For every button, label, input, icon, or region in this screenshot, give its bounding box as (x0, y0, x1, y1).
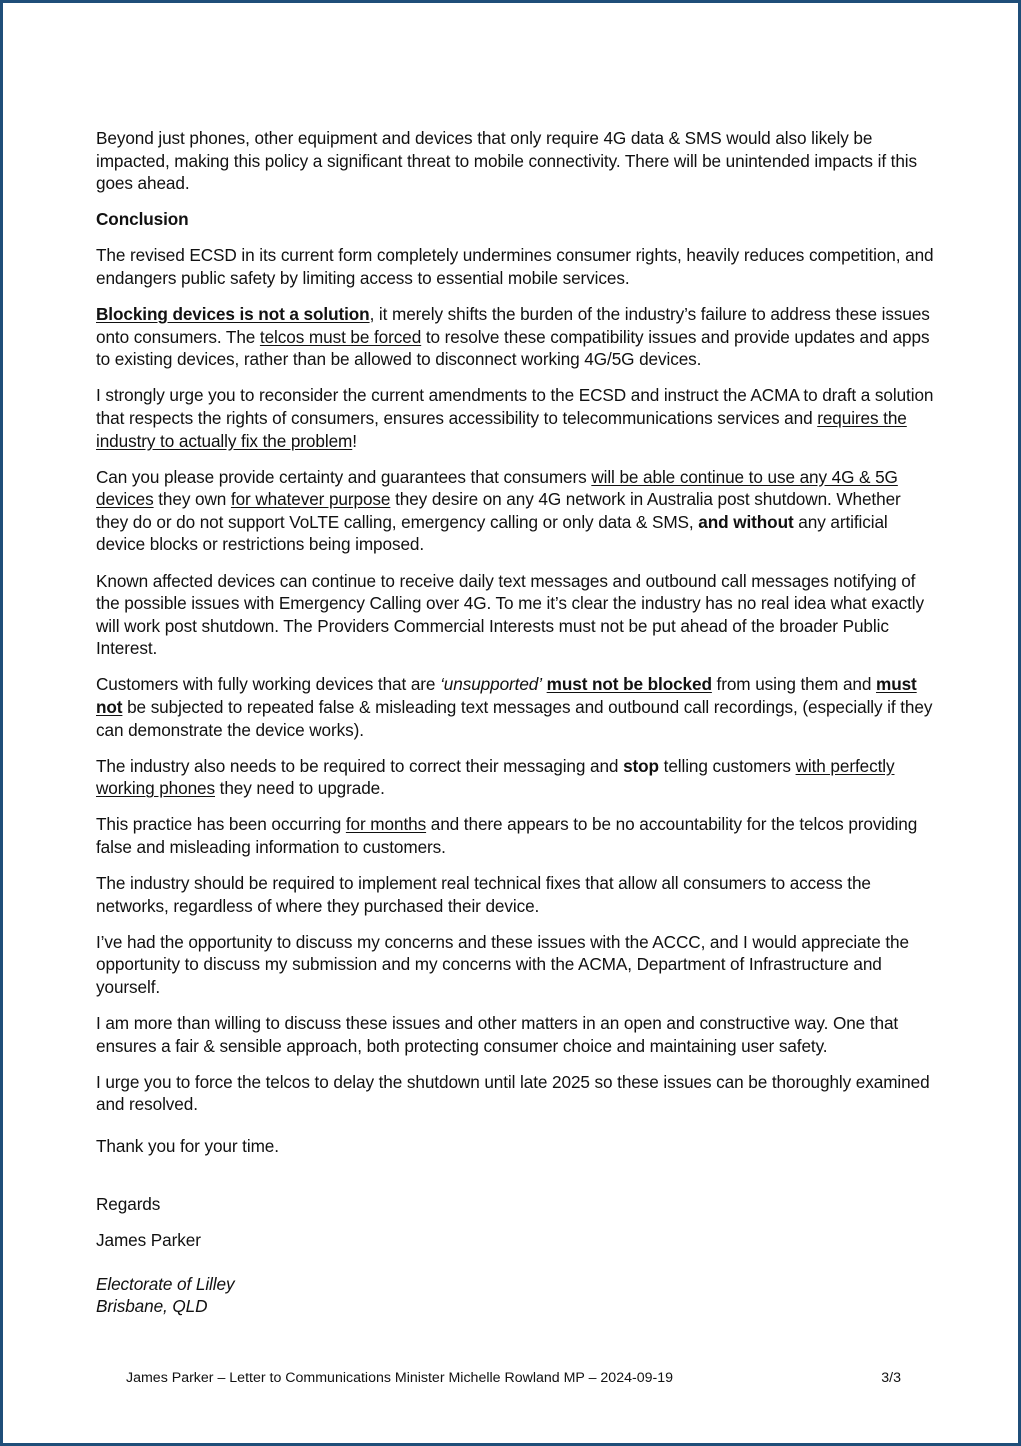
paragraph-conclusion: The revised ECSD in its current form completely undermines consumer rights, heavily reduces competition, and endangers public safety by limiting access to essential mobile services. (96, 245, 934, 288)
paragraph-blocking (96, 303, 936, 371)
emphasis-fix-problem: requires the industry to actually fix the problem (96, 407, 907, 451)
text-run: Can you please provide certainty and guarantees that consumers (96, 466, 592, 487)
text-run: Customers with fully working devices that are (96, 674, 441, 695)
paragraph-delay: I urge you to force the telcos to delay the shutdown until late 2025 so these issues can be thoroughly examined and resolved. (96, 1071, 930, 1115)
emphasis-for-months: for months (345, 814, 427, 835)
paragraph-certainty (96, 466, 936, 556)
emphasis-must-not: must not (96, 674, 917, 717)
closing: Regards (96, 1194, 161, 1215)
paragraph-unsupported (96, 673, 936, 741)
emphasis-continue-use: will be able continue to use any 4G & 5G devices (96, 466, 898, 510)
text-run: This practice has been occurring (96, 814, 346, 835)
signer-name: James Parker (96, 1230, 201, 1251)
signer-electorate: Electorate of Lilley (96, 1273, 235, 1294)
text-run: The industry also needs to be required to correct their messaging and (96, 755, 624, 776)
paragraph-technical-fixes: The industry should be required to implement real technical fixes that allow all consumers to access the networks, regardless of where they purchased their device. (96, 873, 871, 916)
page-footer (126, 1370, 901, 1386)
paragraph-thanks: Thank you for your time. (96, 1135, 279, 1156)
text-run: they desire on any 4G network in Australia post shutdown. Whether they do or do not support VoLTE calling, emergency calling or only data & SMS, (96, 489, 901, 532)
emphasis-working-phones: with perfectly working phones (96, 755, 895, 799)
paragraph-known-devices: Known affected devices can continue to receive daily text messages and outbound call messages notifying of the possible issues with Emergency Calling over 4G. To me it’s clear the industry has no real idea what exactly will work post shutdown. The Providers Commercial Interests must not be put ahead of the broader Public Interest. (96, 570, 924, 659)
paragraph-accc: I’ve had the opportunity to discuss my concerns and these issues with the ACCC, and I would appreciate the opportunity to discuss my submission and my concerns with the ACMA, Department of Infrastructure and yourself. (96, 931, 909, 997)
text-run: telling customers (658, 755, 796, 776)
text-run: and there appears to be no accountability for the telcos providing false and misleading information to customers. (96, 814, 918, 857)
paragraph-urge-reconsider (96, 384, 936, 452)
signature-block (96, 1193, 936, 1317)
emphasis-must-not-be-blocked: must not be blocked (546, 674, 712, 695)
emphasis-telcos-forced: telcos must be forced (259, 326, 422, 347)
paragraph-practice (96, 813, 936, 858)
emphasis-unsupported: ‘unsupported’ (440, 674, 542, 695)
text-run: they own (153, 489, 231, 510)
signer-location: Brisbane, QLD (96, 1296, 208, 1317)
emphasis-and-without: and without (698, 511, 794, 532)
emphasis-blocking: Blocking devices is not a solution (96, 304, 370, 325)
page-number: 3/3 (881, 1370, 901, 1386)
text-run: any artificial device blocks or restrictions being imposed. (96, 511, 888, 555)
text-run: be subjected to repeated false & misleading text messages and outbound call recordings, (especially if they can demonstrate the device works). (96, 696, 933, 740)
text-run: to resolve these compatibility issues and provide updates and apps to existing devices, rather than be allowed to disconnect working 4G/5G devices. (96, 326, 930, 370)
text-run: from using them and (711, 674, 877, 695)
paragraph-messaging (96, 755, 936, 800)
text-run: , it merely shifts the burden of the industry’s failure to address these issues onto consumers. The (96, 304, 930, 347)
footer-title: James Parker – Letter to Communications Minister Michelle Rowland MP – 2024-09-19 (126, 1370, 673, 1386)
conclusion-heading: Conclusion (96, 209, 189, 230)
emphasis-whatever-purpose: for whatever purpose (230, 489, 391, 510)
letter-body (96, 127, 936, 1318)
paragraph-devices-impact: Beyond just phones, other equipment and devices that only require 4G data & SMS would also likely be impacted, making this policy a significant threat to mobile connectivity. There will be unintended impacts if this goes ahead. (96, 128, 918, 194)
text-run: I strongly urge you to reconsider the current amendments to the ECSD and instruct the ACMA to draft a solution that respects the rights of consumers, ensures accessibility to telecommunications services and (96, 385, 934, 428)
paragraph-willing: I am more than willing to discuss these issues and other matters in an open and constructive way. One that ensures a fair & sensible approach, both protecting consumer choice and maintaining user safety. (96, 1013, 899, 1056)
text-run: they need to upgrade. (215, 778, 385, 799)
emphasis-stop: stop (623, 755, 659, 776)
text-run: ! (352, 430, 357, 451)
